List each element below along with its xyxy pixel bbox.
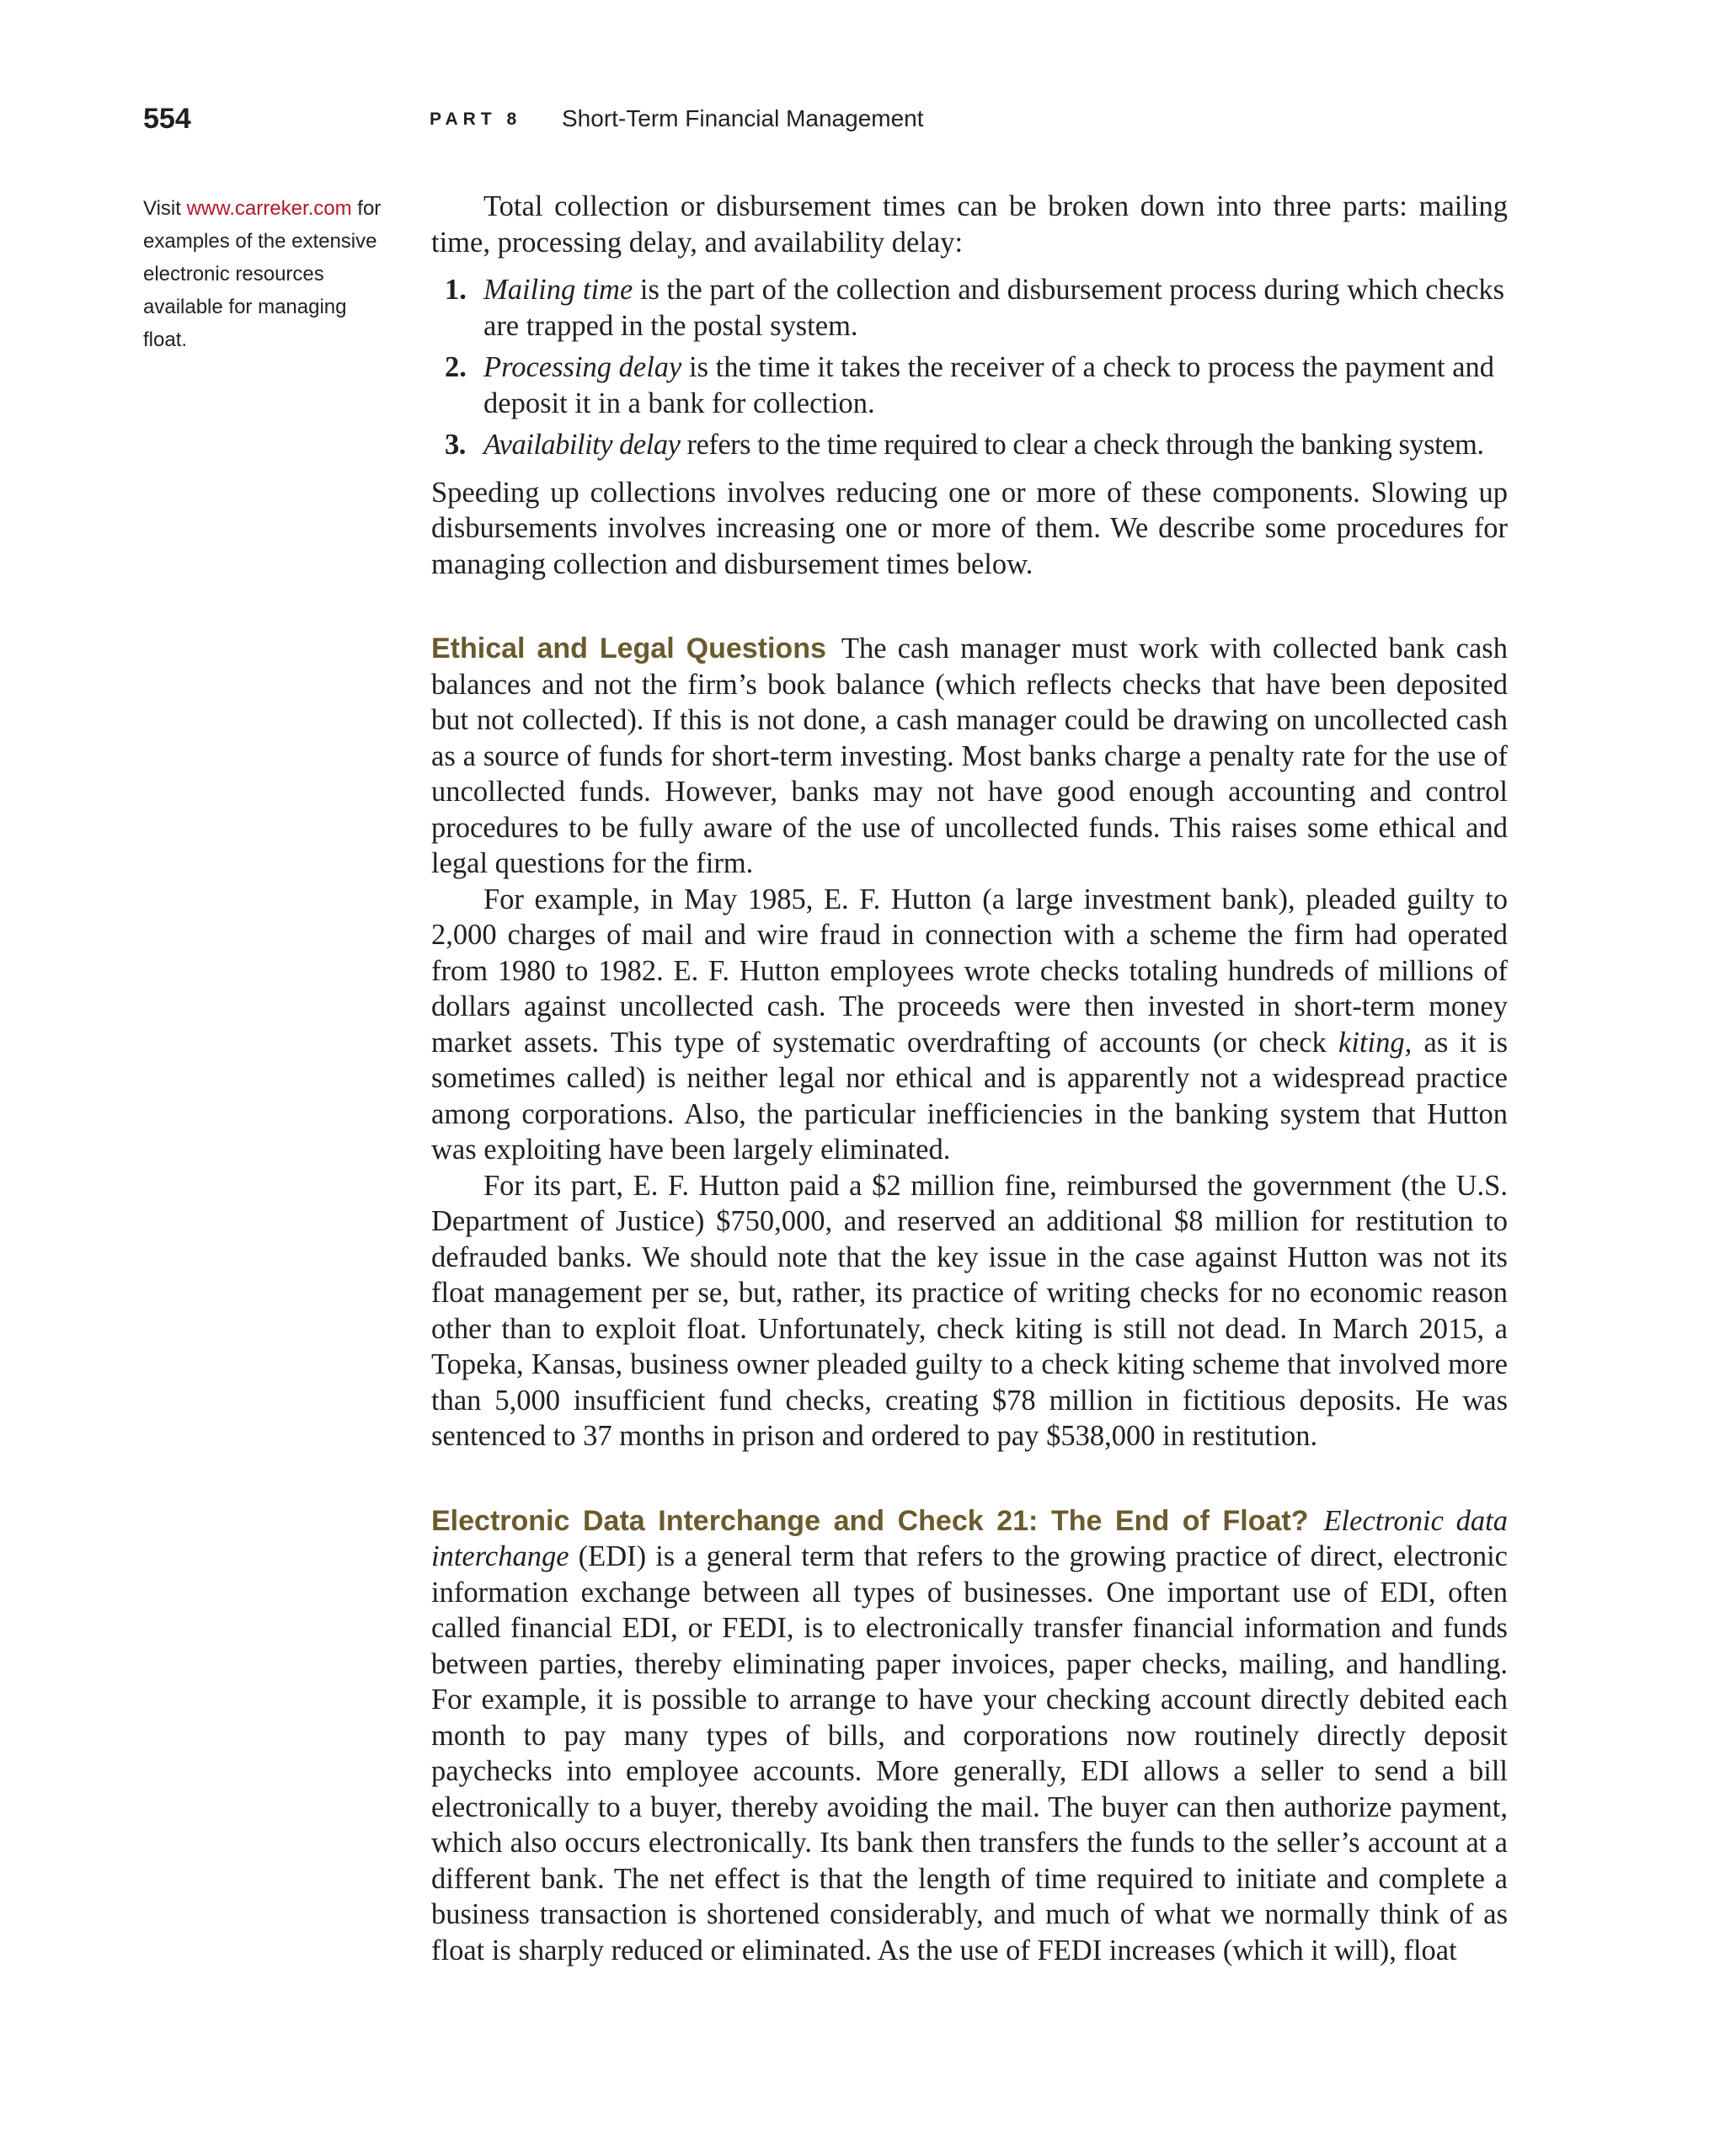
margin-note-suffix: for examples of the extensive electronic resources available for managing float. <box>143 197 382 351</box>
ethical-p2-italic: kiting, <box>1338 1026 1413 1059</box>
part-label: PART 8 <box>430 109 522 129</box>
edi-heading: Electronic Data Interchange and Check 21: The End of Float? <box>431 1504 1309 1537</box>
list-term: Availability delay <box>483 429 681 461</box>
list-number: 2. <box>445 351 467 383</box>
margin-note-prefix: Visit <box>143 197 187 220</box>
margin-note <box>143 192 387 356</box>
ethical-paragraph-1 <box>431 631 1508 882</box>
part-title: Short-Term Financial Management <box>562 105 924 131</box>
edi-text: (EDI) is a general term that refers to the growing practice of direct, electronic information exchange between all types of businesses. One important use of EDI, often called financial EDI, or FEDI, is to electronically transfer financial information and funds between parties, thereby eliminating paper invoices, paper checks, mailing, and handling. For example, it is possible to arrange to have your checking account directly debited each month to pay many types of bills, and corporations now routinely directly deposit paychecks into employee accounts. More generally, EDI allows a seller to send a bill electronically to a buyer, thereby avoiding the mail. The buyer can then authorize payment, which also occurs electronically. Its bank then transfers the funds to the seller’s account at a different bank. The net effect is that the length of time required to initiate and complete a business transaction is shortened considerably, and much of what we normally think of as float is sharply reduced or eliminated. As the use of FEDI increases (which it will), float <box>431 1540 1508 1967</box>
list-item <box>431 350 1508 421</box>
list-term: Processing delay <box>483 351 682 383</box>
list-text: is the part of the collection and disbursement process during which checks are trapped in the postal system. <box>483 274 1504 342</box>
list-term: Mailing time <box>483 274 633 306</box>
running-header <box>143 103 1508 145</box>
intro-paragraph: Total collection or disbursement times can be broken down into three parts: mailing time, processing delay, and availability delay: <box>431 190 1508 259</box>
after-list-paragraph: Speeding up collections involves reducing one or more of these components. Slowing up disbursements involves increasing one or more of them. We describe some procedures for managing collection and disbursement times below. <box>431 476 1508 580</box>
delay-list <box>431 272 1508 463</box>
list-item <box>431 272 1508 344</box>
list-item <box>431 427 1508 463</box>
ethical-p2-text-before: For example, in May 1985, E. F. Hutton (a large investment bank), pleaded guilty to 2,000 charges of mail and wire fraud in connection with a scheme the firm had operated from 1980 to 1982. E. F. Hutton employees wrote checks totaling hundreds of millions of dollars against uncollected cash. The proceeds were then invested in short-term money market assets. This type of systematic overdrafting of accounts (or check <box>431 883 1508 1059</box>
page-number: 554 <box>143 103 191 135</box>
ethical-p2-text-after: as it is sometimes called) is neither legal nor ethical and is apparently not a widespread practice among corporations. Also, the particular inefficiencies in the banking system that Hutton was exploiting have been largely eliminated. <box>431 1026 1509 1166</box>
ethical-p1-text: The cash manager must work with collected bank cash balances and not the firm’s book balance (which reflects checks that have been deposited but not collected). If this is not done, a cash manager could be drawing on uncollected cash as a source of funds for short-term investing. Most banks charge a penalty rate for the use of uncollected funds. However, banks may not have good enough accounting and control procedures to be fully aware of the use of uncollected funds. This raises some ethical and legal questions for the firm. <box>431 632 1508 879</box>
list-number: 1. <box>445 274 467 306</box>
list-number: 3. <box>445 429 466 461</box>
edi-paragraph <box>431 1503 1508 1969</box>
margin-note-link[interactable]: www.carreker.com <box>186 197 352 220</box>
main-text <box>431 189 1508 1968</box>
ethical-heading: Ethical and Legal Questions <box>431 632 826 664</box>
ethical-paragraph-3: For its part, E. F. Hutton paid a $2 million fine, reimbursed the government (the U.S. Department of Justice) $750,000, and reserved an additional $8 million for restitution to defrauded banks. We should note that the key issue in the case against Hutton was not its float management per se, but, rather, its practice of writing checks for no economic reason other than to exploit float. Unfortunately, check kiting is still not dead. In March 2015, a Topeka, Kansas, business owner pleaded guilty to a check kiting scheme that involved more than 5,000 insufficient fund checks, creating $78 million in fictitious deposits. He was sentenced to 37 months in prison and ordered to pay $538,000 in restitution. <box>431 1169 1508 1452</box>
ethical-paragraph-2 <box>431 882 1508 1168</box>
edi-italic-term: Electronic data interchange <box>431 1504 1509 1572</box>
list-text: refers to the time required to clear a check through the banking system. <box>680 429 1484 461</box>
list-text: is the time it takes the receiver of a check to process the payment and deposit it in a bank for collection. <box>483 351 1495 419</box>
